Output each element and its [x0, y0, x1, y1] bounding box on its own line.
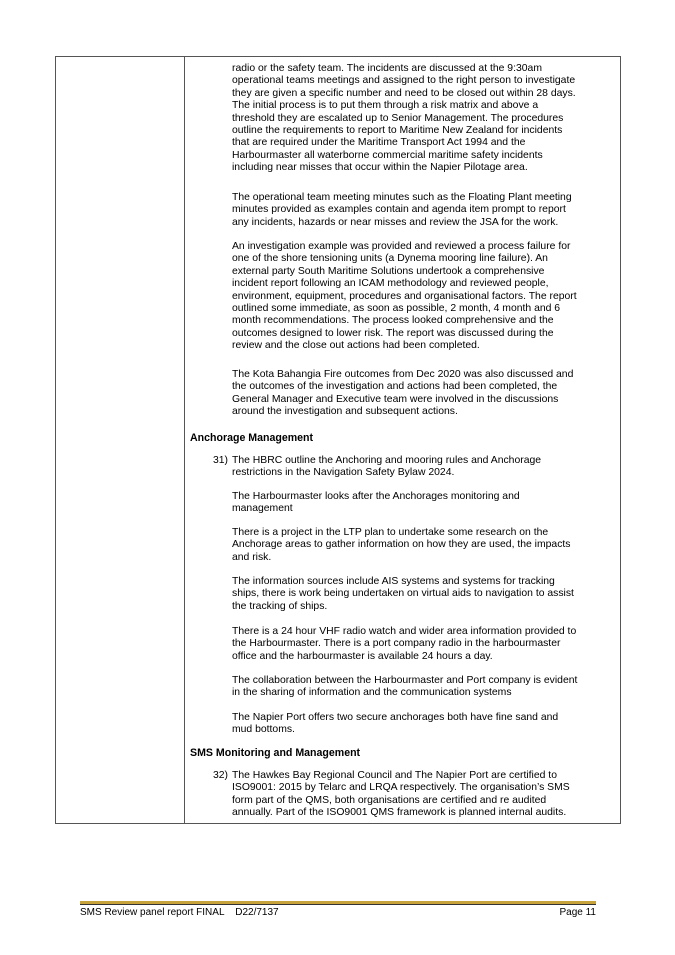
footer-page-number: Page 11: [559, 907, 596, 918]
paragraph-collaboration: The collaboration between the Harbourmaster and Port company is evident in the sharing of information and the communication systems: [232, 675, 578, 699]
paragraph-harbourmaster-anchorages: The Harbourmaster looks after the Anchorages monitoring and management: [232, 491, 520, 515]
paragraph-information-sources: The information sources include AIS systems and systems for tracking ships, there is work being undertaken on virtual aids to navigation to assist the tracking of ships.: [232, 576, 574, 612]
paragraph-operational-minutes: The operational team meeting minutes such as the Floating Plant meeting minutes provided as examples contain and agenda item prompt to report any incidents, hazards or near misses and review the JSA for the work.: [232, 192, 572, 228]
paragraph-napier-anchorages: The Napier Port offers two secure anchorages both have fine sand and mud bottoms.: [232, 712, 559, 736]
heading-sms-monitoring: SMS Monitoring and Management: [190, 747, 361, 759]
paragraph-ltp-project: There is a project in the LTP plan to undertake some research on the Anchorage areas to gather information on how they are used, the impacts and risk.: [232, 527, 571, 563]
paragraph-incident-process: radio or the safety team. The incidents are discussed at the 9:30am operational teams meetings and assigned to the right person to investigate they are given a specific number and need to be closed out within 28 days. The initial process is to put them through a risk matrix and above a threshold they are escalated up to Senior Management. The procedures outline the requirements to report to Maritime New Zealand for incidents that are required under the Maritime Transport Act 1994 and the Harbourmaster all waterborne commercial maritime safety incidents including near misses that occur within the Napier Pilotage area.: [232, 63, 576, 174]
item-number: 31): [213, 455, 229, 466]
heading-anchorage-management: Anchorage Management: [190, 432, 314, 444]
item-number: 32): [213, 770, 229, 781]
paragraph-vhf-radio: There is a 24 hour VHF radio watch and wider area information provided to the Harbourmaster. There is a port company radio in the harbourmaster office and the harbourmaster is available 24 hours a day.: [232, 626, 577, 662]
footer-rule-underline: [80, 904, 596, 905]
right-column: [185, 57, 620, 823]
left-column: [56, 57, 185, 823]
paragraph-kota-bahangia: The Kota Bahangia Fire outcomes from Dec 2020 was also discussed and the outcomes of the investigation and actions had been completed, the General Manager and Executive team were involved in the discussions around the investigation and subsequent actions.: [232, 369, 574, 418]
content-table: [55, 56, 621, 824]
item-text: The HBRC outline the Anchoring and mooring rules and Anchorage restrictions in the Navigation Safety Bylaw 2024.: [232, 455, 542, 479]
footer-document-title: SMS Review panel report FINAL D22/7137: [80, 907, 279, 918]
item-text: The Hawkes Bay Regional Council and The Napier Port are certified to ISO9001: 2015 by Telarc and LRQA respectively. The organisation’s SMS form part of the QMS, both organisations are certified and re audited annually. Part of the ISO9001 QMS framework is planned internal audits.: [232, 770, 570, 819]
paragraph-investigation-example: An investigation example was provided and reviewed a process failure for one of the shore tensioning units (a Dynema mooring line failure). An external party South Maritime Solutions undertook a comprehensive incident report following an ICAM methodology and reviewed people, environment, equipment, procedures and organisational factors. The report outlined some immediate, as soon as possible, 2 month, 4 month and 6 month recommendations. The process looked comprehensive and the outcomes designed to lower risk. The report was discussed during the review and the close out actions had been completed.: [232, 241, 577, 352]
